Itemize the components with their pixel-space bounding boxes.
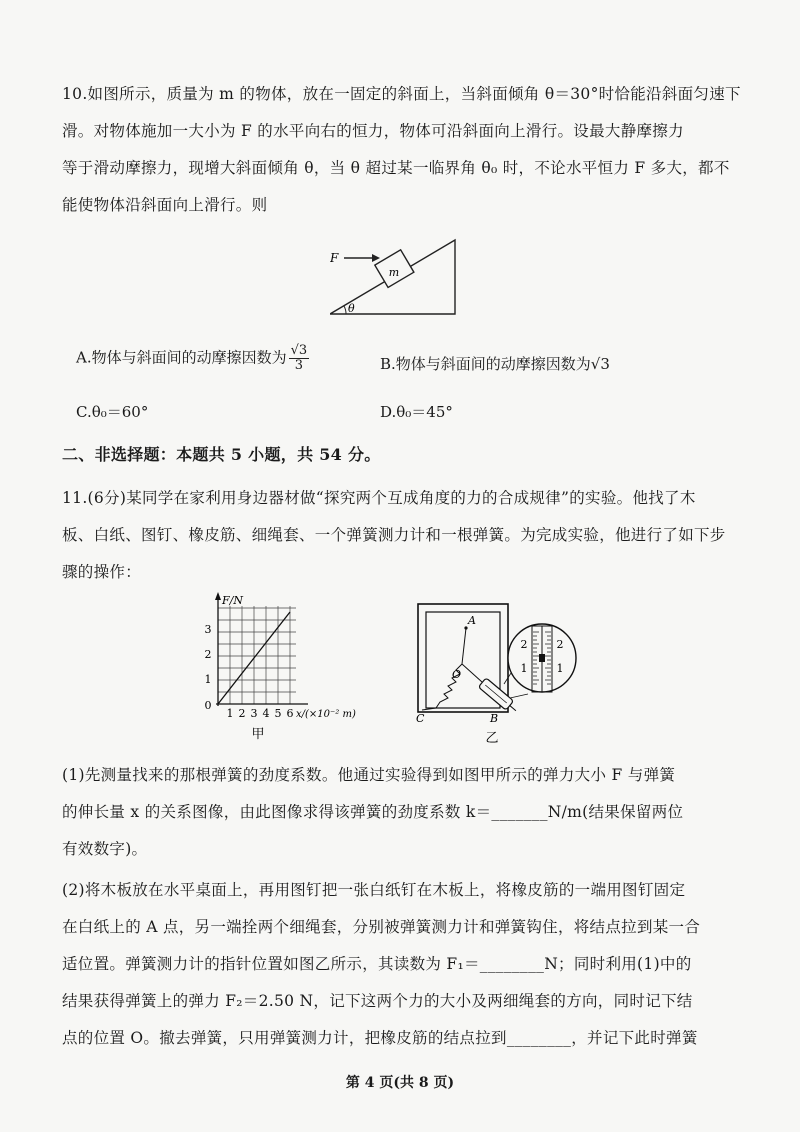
scale-label-right: 2 [556, 638, 564, 651]
option-d: D.θ₀＝45° [380, 403, 453, 421]
x-tick: 3 [250, 707, 258, 720]
option-c: C.θ₀＝60° [76, 403, 149, 421]
option-a-fraction [289, 344, 310, 373]
option-a-text: A.物体与斜面间的动摩擦因数为 [76, 348, 287, 367]
q10-line: 滑。对物体施加一大小为 F 的水平向右的恒力，物体可沿斜面向上滑行。设最大静摩擦力 [62, 122, 684, 140]
option-a [76, 344, 309, 373]
angle-arc [344, 306, 346, 314]
scale-label-left: 1 [520, 662, 528, 675]
label-c: C [416, 712, 425, 725]
q10-line: 10.如图所示，质量为 m 的物体，放在一固定的斜面上，当斜面倾角 θ＝30°时恰能沿斜面匀速下 [62, 85, 741, 103]
magnify-line [510, 694, 528, 698]
q11-part1 [62, 757, 722, 868]
x-tick: 4 [262, 707, 270, 720]
x-tick: 1 [226, 707, 234, 720]
label-a: A [468, 614, 476, 627]
y-tick: 3 [204, 623, 212, 636]
rope-ob [462, 664, 482, 682]
part2-line: 点的位置 O。撤去弹簧，只用弹簧测力计，把橡皮筋的结点拉到________，并记下此时弹簧 [62, 1029, 698, 1047]
label-o: O [452, 668, 462, 681]
force-label: F [330, 251, 339, 265]
label-b: B [490, 712, 499, 725]
part1-line: 的伸长量 x 的关系图像，由此图像求得该弹簧的劲度系数 k＝_______N/m(结果保留两位 [62, 803, 684, 821]
spring-scale [478, 678, 519, 715]
q10-stem [62, 76, 741, 224]
mass-label: m [388, 266, 400, 279]
y-tick: 2 [204, 648, 212, 661]
option-b: B.物体与斜面间的动摩擦因数为√3 [380, 355, 610, 373]
force-arrowhead [372, 254, 380, 262]
x-tick: 5 [274, 707, 282, 720]
page-footer: 第 4 页(共 8 页) [345, 1075, 455, 1091]
q11-part2 [62, 872, 722, 1057]
part2-line: 结果获得弹簧上的弹力 F₂＝2.50 N，记下这两个力的大小及两细绳套的方向，同时记下结 [62, 992, 693, 1010]
part2-line: 适位置。弹簧测力计的指针位置如图乙所示，其读数为 F₁＝________N；同时利用(1)中的 [62, 955, 692, 973]
origin-label: 0 [204, 699, 212, 712]
scale-label-left: 2 [520, 638, 528, 651]
fraction-denominator: 3 [294, 358, 304, 373]
q11-line: 11.(6分)某同学在家利用身边器材做“探究两个互成角度的力的合成规律”的实验。他找了木 [62, 489, 696, 507]
scale-label-right: 1 [556, 662, 564, 675]
caption-jia: 甲 [251, 727, 265, 742]
y-tick: 1 [204, 673, 212, 686]
scale-pointer [539, 654, 545, 662]
x-tick: 2 [238, 707, 246, 720]
y-axis-arrow [215, 592, 221, 600]
q11-stem [62, 480, 726, 591]
q11-line: 板、白纸、图钉、橡皮筋、细绳套、一个弹簧测力计和一根弹簧。为完成实验，他进行了如下步 [62, 526, 726, 544]
q10-line: 能使物体沿斜面向上滑行。则 [62, 196, 268, 214]
figure-yi [404, 598, 594, 748]
part2-line: (2)将木板放在水平桌面上，再用图钉把一张白纸钉在木板上，将橡皮筋的一端用图钉固定 [62, 881, 686, 899]
graph-xlabel: x/(×10⁻² m) [296, 709, 356, 720]
graph-jia [196, 592, 368, 742]
rope-ao [462, 628, 466, 664]
q11-line: 骤的操作： [62, 563, 142, 581]
part1-line: 有效数字)。 [62, 840, 148, 858]
caption-yi: 乙 [485, 731, 499, 746]
part2-line: 在白纸上的 A 点，另一端拴两个细绳套，分别被弹簧测力计和弹簧钩住，将结点拉到某一合 [62, 918, 701, 936]
part1-line: (1)先测量找来的那根弹簧的劲度系数。他通过实验得到如图甲所示的弹力大小 F 与弹簧 [62, 766, 676, 784]
section-heading: 二、非选择题：本题共 5 小题，共 54 分。 [62, 445, 381, 464]
q10-line: 等于滑动摩擦力，现增大斜面倾角 θ，当 θ 超过某一临界角 θ₀ 时，不论水平恒力 F 多大，都不 [62, 159, 730, 177]
angle-label: θ [348, 302, 355, 315]
fraction-numerator: √3 [290, 343, 308, 358]
x-tick: 6 [286, 707, 294, 720]
incline-figure [330, 232, 480, 322]
graph-ylabel: F/N [222, 594, 243, 607]
